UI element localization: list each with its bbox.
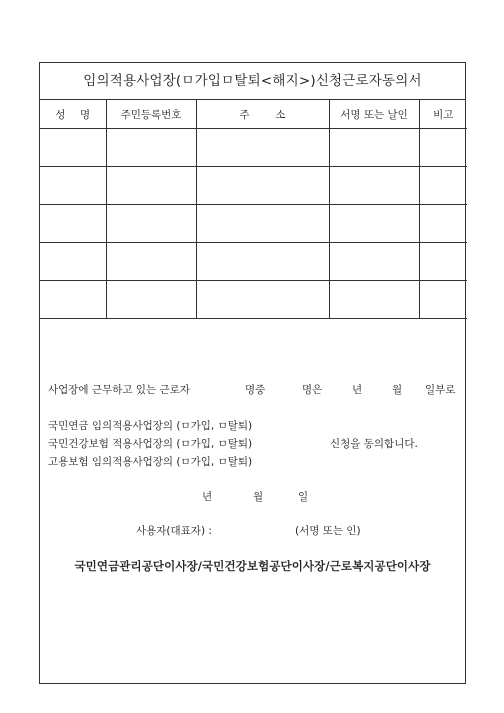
agree-text: 신청을 동의합니다. (330, 438, 418, 450)
col-header-resident-id: 주민등록번호 (106, 100, 196, 129)
col-header-signature: 서명 또는 날인 (329, 100, 419, 129)
consent-body (40, 63, 465, 683)
statement-day-suffix: 일부로 (425, 384, 456, 396)
employer-label: 사용자(대표자) : (136, 525, 212, 537)
col-header-name-a: 성 (55, 108, 66, 121)
form-title: 임의적용사업장(ㅁ가입ㅁ탈퇴<해지>)신청근로자동의서 (40, 63, 465, 100)
date-day: 일 (298, 491, 309, 503)
recipients-line: 국민연금관리공단이사장/국민건강보험공단이사장/근로복지공단이사장 (74, 559, 431, 573)
statement-year: 년 (352, 384, 363, 396)
statement-month: 월 (392, 384, 403, 396)
date-month: 월 (253, 491, 264, 503)
statement-count-a: 명중 (245, 384, 266, 396)
date-year: 년 (202, 491, 213, 503)
consent-form (39, 62, 466, 684)
insurance-health: 국민건강보험 적용사업장의 (ㅁ가입, ㅁ탈퇴) (48, 438, 253, 450)
statement-count-b: 명은 (302, 384, 323, 396)
col-header-address-b: 소 (275, 108, 286, 121)
employer-sign-hint: (서명 또는 인) (295, 525, 361, 537)
statement-prefix: 사업장에 근무하고 있는 근로자 (48, 384, 190, 396)
col-header-name-b: 명 (80, 108, 91, 121)
col-header-address-a: 주 (239, 108, 250, 121)
insurance-employment: 고용보험 임의적용사업장의 (ㅁ가입, ㅁ탈퇴) (48, 456, 253, 468)
insurance-pension: 국민연금 임의적용사업장의 (ㅁ가입, ㅁ탈퇴) (48, 420, 253, 432)
col-header-remarks: 비고 (419, 100, 467, 129)
